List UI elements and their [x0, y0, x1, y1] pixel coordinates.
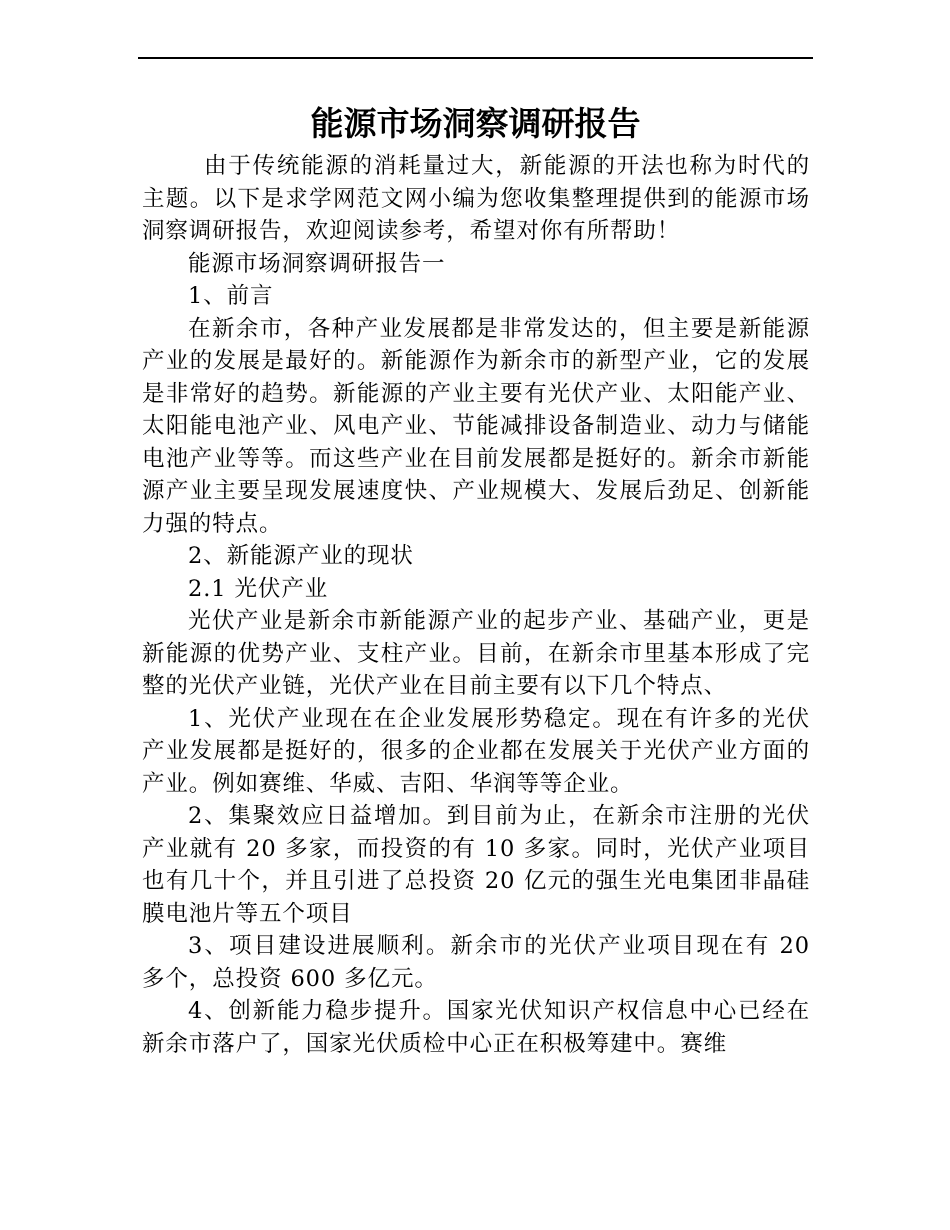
list-item-point-1: 1、光伏产业现在在企业发展形势稳定。现在有许多的光伏产业发展都是挺好的，很多的企业都在发展关于光伏产业方面的产业。例如赛维、华威、吉阳、华润等等企业。 — [142, 705, 810, 797]
header-rule — [138, 57, 813, 59]
list-item-point-2: 2、集聚效应日益增加。到目前为止，在新余市注册的光伏产业就有 20 多家，而投资的有 10 多家。同时，光伏产业项目也有几十个，并且引进了总投资 20 亿元的强生光电集团非晶硅膜电池片等五个项目 — [142, 803, 810, 927]
intro-paragraph: 由于传统能源的消耗量过大，新能源的开法也称为时代的主题。以下是求学网范文网小编为您收集整理提供到的能源市场洞察调研报告，欢迎阅读参考，希望对你有所帮助！ — [142, 153, 810, 244]
subsection-heading-pv: 2.1 光伏产业 — [188, 575, 329, 602]
body-paragraph: 光伏产业是新余市新能源产业的起步产业、基础产业，更是新能源的优势产业、支柱产业。目前，在新余市里基本形成了完整的光伏产业链，光伏产业在目前主要有以下几个特点、 — [142, 608, 810, 699]
body-paragraph: 在新余市，各种产业发展都是非常发达的，但主要是新能源产业的发展是最好的。新能源作为新余市的新型产业，它的发展是非常好的趋势。新能源的产业主要有光伏产业、太阳能产业、太阳能电池产业、风电产业、节能减排设备制造业、动力与储能电池产业等等。而这些产业在目前发展都是挺好的。新余市新能源产业主要呈现发展速度快、产业规模大、发展后劲足、创新能力强的特点。 — [142, 315, 810, 537]
document-title: 能源市场洞察调研报告 — [310, 104, 641, 143]
report-subtitle: 能源市场洞察调研报告一 — [188, 250, 446, 277]
list-item-point-4: 4、创新能力稳步提升。国家光伏知识产权信息中心已经在新余市落户了，国家光伏质检中心正在积极筹建中。赛维 — [142, 998, 810, 1057]
section-heading-preface: 1、前言 — [188, 283, 274, 309]
list-item-point-3: 3、项目建设进展顺利。新余市的光伏产业项目现在有 20 多个，总投资 600 多亿元。 — [142, 933, 810, 992]
document-body — [142, 150, 810, 1060]
section-heading-status: 2、新能源产业的现状 — [188, 543, 414, 569]
